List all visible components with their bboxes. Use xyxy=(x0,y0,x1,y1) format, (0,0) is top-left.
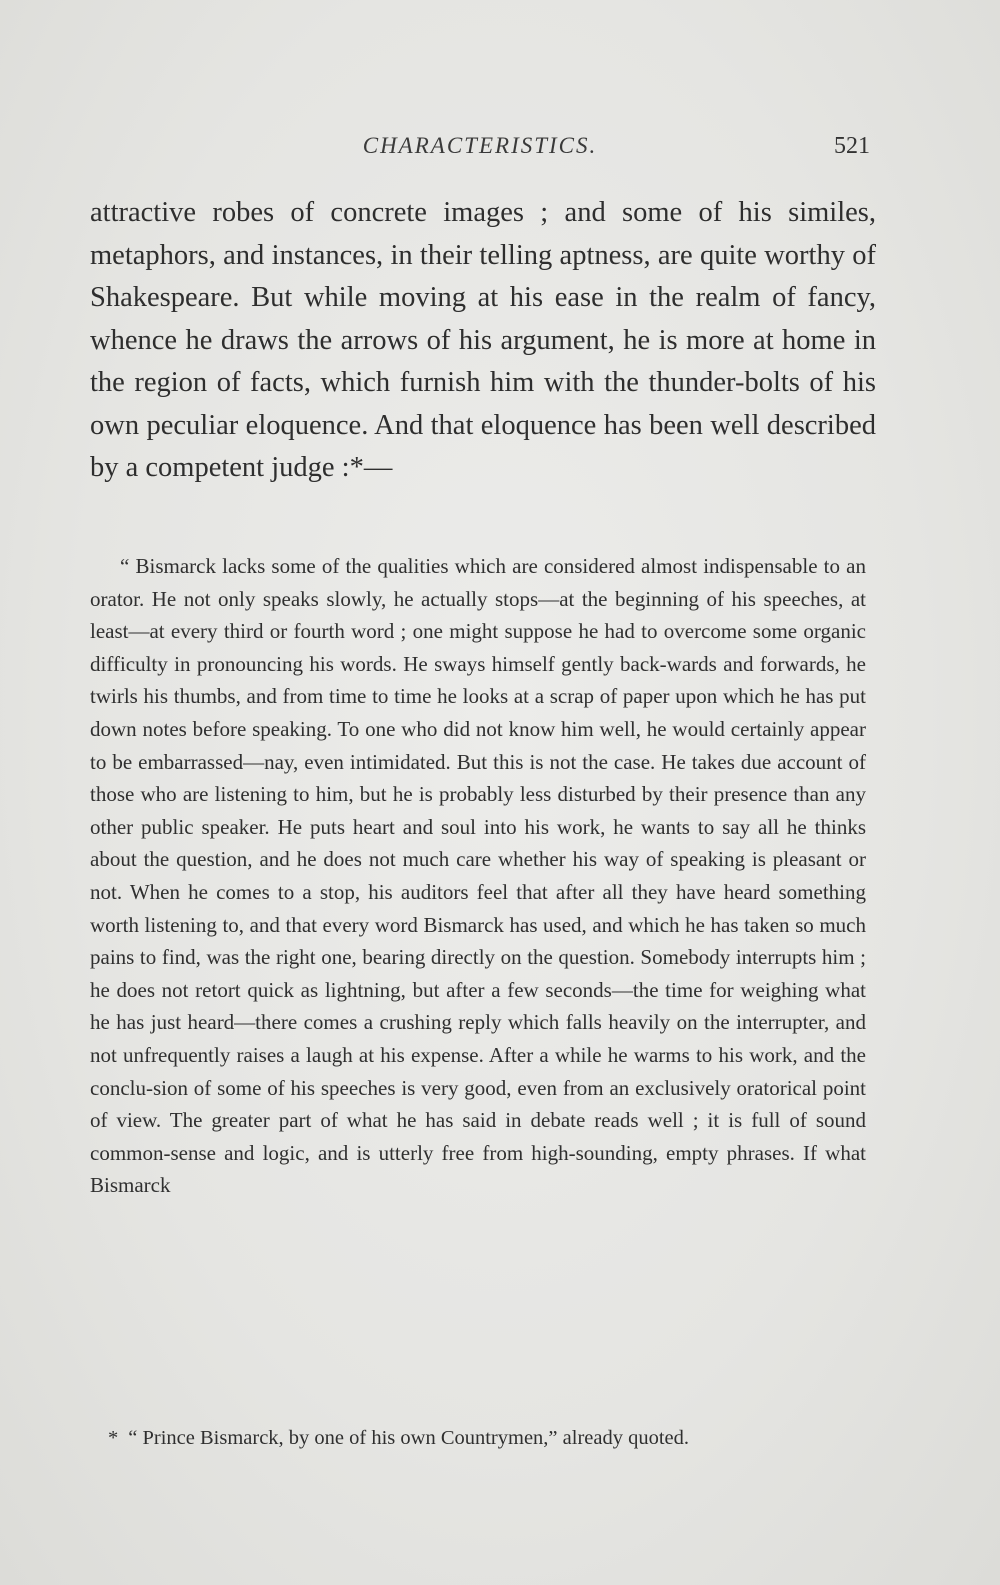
footnote xyxy=(108,1424,868,1452)
footnote-mark: * xyxy=(108,1427,119,1449)
block-quote: “ Bismarck lacks some of the qualities which are considered almost indispensable to an orator. He not only speaks slowly, he actually stops—at the beginning of his speeches, at least—at every third or fourth word ; one might suppose he had to overcome some organic difficulty in pronouncing his words. He sways himself gently back-wards and forwards, he twirls his thumbs, and from time to time he looks at a scrap of paper upon which he has put down notes before speaking. To one who did not know him well, he would certainly appear to be embarrassed—nay, even intimidated. But this is not the case. He takes due account of those who are listening to him, but he is probably less disturbed by their presence than any other public speaker. He puts heart and soul into his work, he wants to say all he thinks about the question, and he does not much care whether his way of speaking is pleasant or not. When he comes to a stop, his auditors feel that after all they have heard something worth listening to, and that every word Bismarck has used, and which he has taken so much pains to find, was the right one, bearing directly on the question. Somebody interrupts him ; he does not retort quick as lightning, but after a few seconds—the time for weighing what he has just heard—there comes a crushing reply which falls heavily on the interrupter, and not unfrequently raises a laugh at his expense. After a while he warms to his work, and the conclu-sion of some of his speeches is very good, even from an exclusively oratorical point of view. The greater part of what he has said in debate reads well ; it is full of sound common-sense and logic, and is utterly free from high-sounding, empty phrases. If what Bismarck xyxy=(90,554,866,1198)
main-paragraph: attractive robes of concrete images ; and some of his similes, metaphors, and instances, in their telling aptness, are quite worthy of Shakespeare. But while moving at his ease in the realm of fancy, whence he draws the arrows of his argument, he is more at home in the region of facts, which furnish him with the thunder-bolts of his own peculiar eloquence. And that eloquence has been well described by a competent judge :*— xyxy=(90,197,876,483)
footnote-text: “ Prince Bismarck, by one of his own Countrymen,” already quoted. xyxy=(128,1427,690,1449)
page-number: 521 xyxy=(834,133,870,159)
page-header xyxy=(90,133,870,173)
running-title: CHARACTERISTICS. xyxy=(362,133,598,158)
